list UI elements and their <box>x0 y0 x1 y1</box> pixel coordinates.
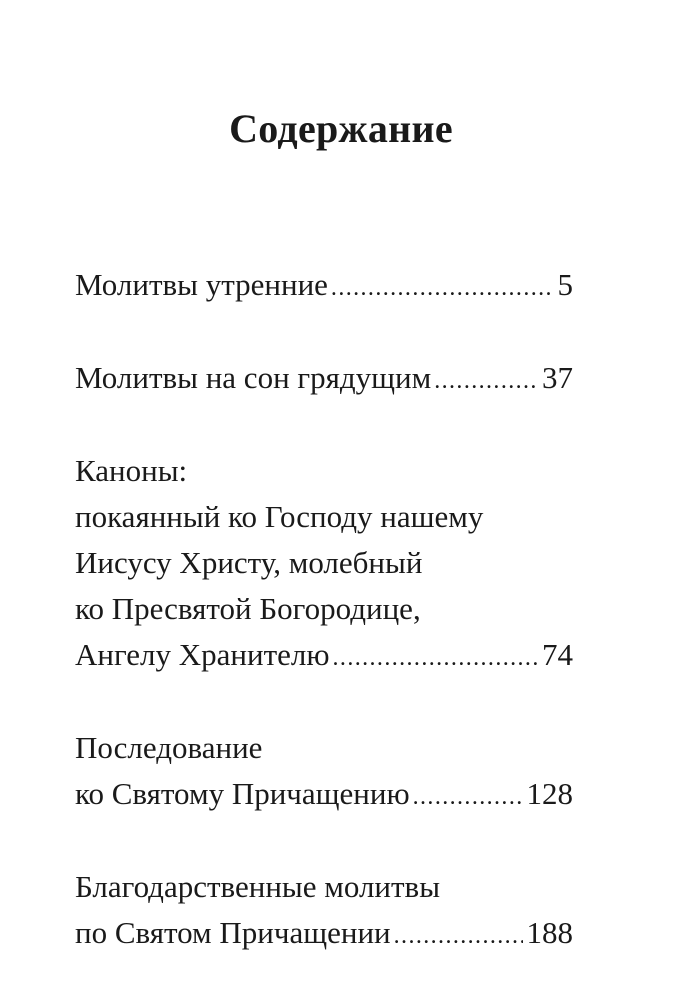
toc-page-number: 188 <box>526 915 573 950</box>
dot-leader <box>434 358 538 404</box>
toc-entry-line: Последование <box>75 730 263 765</box>
toc-entry-title: ко Святому Причащению <box>75 776 410 811</box>
toc-entry-morning-prayers[interactable] <box>75 262 573 311</box>
toc-entry-line: Каноны: <box>75 453 188 488</box>
table-of-contents <box>75 262 573 959</box>
toc-entry-title: Ангелу Хранителю <box>75 637 330 672</box>
toc-entry-canons[interactable] <box>75 448 573 681</box>
dot-leader <box>413 774 523 820</box>
toc-entry-title: Молитвы на сон грядущим <box>75 360 432 395</box>
toc-entry-evening-prayers[interactable] <box>75 355 573 404</box>
toc-entry-title: по Святом Причащении <box>75 915 391 950</box>
toc-entry-line: ко Пресвятой Богородице, <box>75 591 421 626</box>
toc-entry-title: Молитвы утренние <box>75 267 328 302</box>
toc-page-number: 74 <box>542 637 573 672</box>
dot-leader <box>394 913 523 959</box>
toc-entry-thanksgiving-prayers[interactable] <box>75 864 573 959</box>
toc-page-number: 37 <box>542 360 573 395</box>
toc-page-number: 5 <box>557 267 573 302</box>
dot-leader <box>331 265 554 311</box>
toc-entry-communion-rule[interactable] <box>75 725 573 820</box>
toc-entry-line: Иисусу Христу, молебный <box>75 545 423 580</box>
page-title: Содержание <box>229 105 453 151</box>
toc-page-number: 128 <box>526 776 573 811</box>
dot-leader <box>333 635 538 681</box>
toc-entry-line: Благодарственные молитвы <box>75 869 441 904</box>
toc-entry-line: покаянный ко Господу нашему <box>75 499 484 534</box>
